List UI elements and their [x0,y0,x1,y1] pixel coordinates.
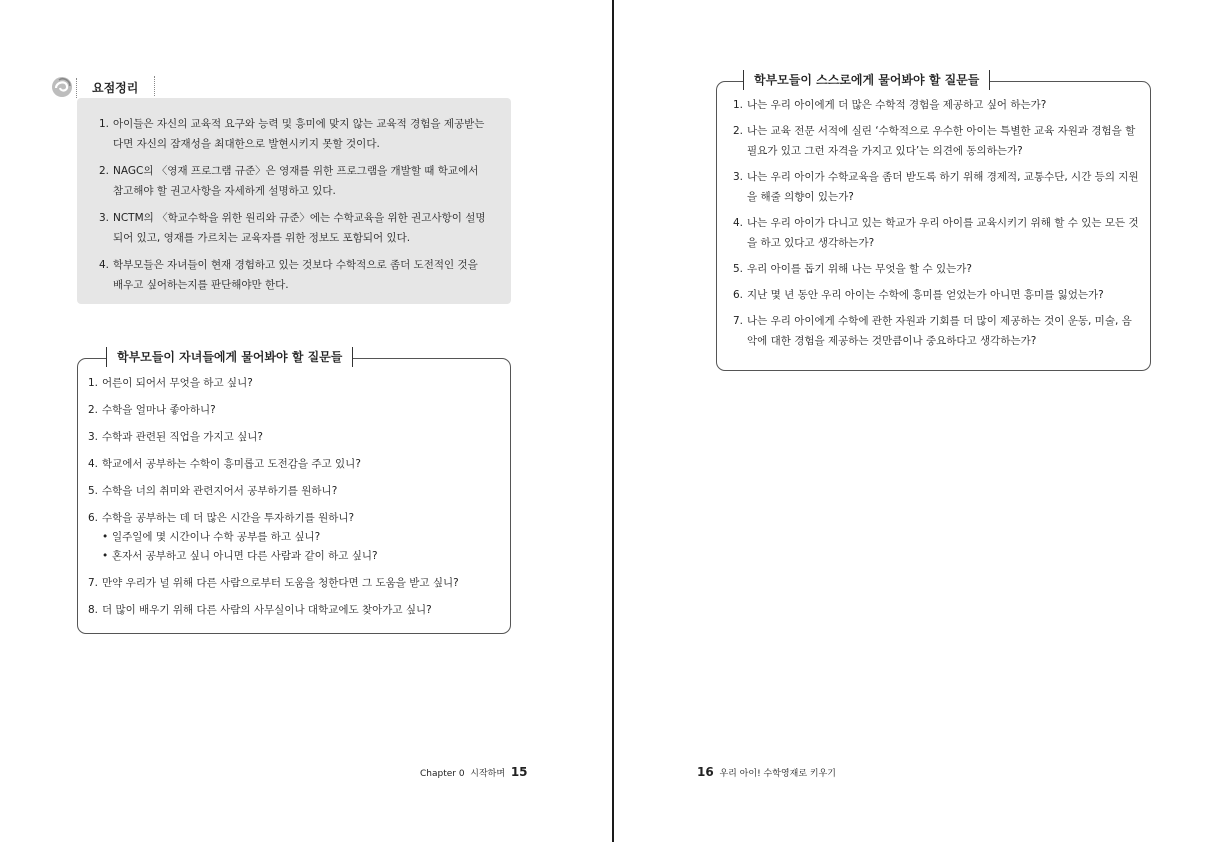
item-text: 아이들은 자신의 교육적 요구와 능력 및 흥미에 맞지 않는 교육적 경험을 제공받는다면 자신의 잠재성을 최대한으로 발현시키지 못할 것이다. [113,118,485,150]
item-text: 나는 교육 전문 서적에 실린 ‘수학적으로 우수한 아이는 특별한 교육 자원과 경험을 할 필요가 있고 그런 자격을 가지고 있다’는 의견에 동의하는가? [747,125,1136,157]
item-number: 6. [733,289,744,301]
item-text: 나는 우리 아이가 다니고 있는 학교가 우리 아이를 교육시키기 위해 할 수 있는 모든 것을 하고 있다고 생각하는가? [747,217,1139,249]
item-text: 수학과 관련된 직업을 가지고 싶니? [102,431,263,443]
item-number: 1. [99,118,110,130]
summary-item [99,114,491,154]
item-number: 7. [88,577,99,589]
book-spine [612,0,614,842]
page-number: 15 [510,765,528,779]
item-number: 1. [88,377,99,389]
question-item [733,285,1140,305]
item-number: 1. [733,99,744,111]
item-text: 학교에서 공부하는 수학이 흥미롭고 도전감을 주고 있니? [102,458,361,470]
footer-left [420,765,528,779]
item-number: 5. [88,485,99,497]
item-text: 나는 우리 아이가 수학교육을 좀더 받도록 하기 위해 경제적, 교통수단, 시간 등의 지원을 해줄 의향이 있는가? [747,171,1139,203]
sub-bullet [102,547,500,566]
item-text: 수학을 너의 취미와 관련지어서 공부하기를 원하니? [102,485,338,497]
item-number: 4. [733,217,744,229]
self-questions-list [717,82,1150,351]
item-number: 5. [733,263,744,275]
item-text: NCTM의 〈학교수학을 위한 원리와 규준〉에는 수학교육을 위한 권고사항이 설명되어 있고, 영재를 가르치는 교육자를 위한 정보도 포함되어 있다. [113,212,486,244]
item-text: NAGC의 〈영재 프로그램 규준〉은 영재를 위한 프로그램을 개발할 때 학교에서 참고해야 할 권고사항을 자세하게 설명하고 있다. [113,165,479,197]
question-item [88,600,500,620]
question-item [88,573,500,593]
footer-book-title: 우리 아이! 수학영재로 키우기 [719,769,836,779]
item-text: 수학을 얼마나 좋아하니? [102,404,216,416]
divider-dotted [154,76,155,96]
child-questions-box [77,350,511,634]
question-item [88,481,500,501]
item-number: 2. [88,404,99,416]
item-main-text: 수학을 공부하는 데 더 많은 시간을 투자하기를 원하니? [102,512,355,524]
item-text: 학부모들은 자녀들이 현재 경험하고 있는 것보다 수학적으로 좀더 도전적인 것을 배우고 싶어하는지를 판단해야만 한다. [113,259,478,291]
summary-list [77,98,511,295]
item-number: 3. [99,212,110,224]
sub-bullet-text: 혼자서 공부하고 싶니 아니면 다른 사람과 같이 하고 싶니? [112,550,378,562]
summary-title: 요점정리 [92,81,139,95]
self-questions-title: 학부모들이 스스로에게 물어봐야 할 질문들 [743,70,990,90]
page-number: 16 [697,765,714,779]
swirl-logo-icon [50,74,76,100]
item-number: 8. [88,604,99,616]
item-text: 나는 우리 아이에게 더 많은 수학적 경험을 제공하고 싶어 하는가? [747,99,1047,111]
item-text: 우리 아이를 돕기 위해 나는 무엇을 할 수 있는가? [747,263,972,275]
item-text: 나는 우리 아이에게 수학에 관한 자원과 기회를 더 많이 제공하는 것이 운동, 미술, 음악에 대한 경험을 제공하는 것만큼이나 중요하다고 생각하는가? [747,315,1132,347]
question-item [88,373,500,393]
item-text: 만약 우리가 널 위해 다른 사람으로부터 도움을 청한다면 그 도움을 받고 싶니? [102,577,459,589]
item-number: 2. [733,125,744,137]
question-item [733,311,1140,351]
question-item [733,121,1140,161]
footer-chapter: Chapter 0 시작하며 [420,769,506,779]
item-text: 더 많이 배우기 위해 다른 사람의 사무실이나 대학교에도 찾아가고 싶니? [102,604,432,616]
summary-item [99,208,491,248]
divider-dotted [76,78,77,98]
child-questions-title: 학부모들이 자녀들에게 물어봐야 할 질문들 [106,347,353,367]
question-item [733,259,1140,279]
item-text [102,508,500,566]
item-text: 어른이 되어서 무엇을 하고 싶니? [102,377,253,389]
question-item [88,400,500,420]
item-number: 3. [88,431,99,443]
self-questions-box [716,73,1151,371]
item-number: 7. [733,315,744,327]
question-item [733,213,1140,253]
item-number: 2. [99,165,110,177]
item-number: 4. [88,458,99,470]
item-number: 4. [99,259,110,271]
question-item [733,95,1140,115]
bullet-dot-icon: • [102,550,109,562]
bullet-dot-icon: • [102,531,109,543]
question-item [88,427,500,447]
sub-bullet-text: 일주일에 몇 시간이나 수학 공부를 하고 싶니? [112,531,321,543]
sub-bullet [102,528,500,547]
item-number: 3. [733,171,744,183]
summary-item [99,161,491,201]
question-item [733,167,1140,207]
summary-item [99,255,491,295]
question-item [88,508,500,566]
child-questions-list [78,359,510,620]
footer-right [697,765,836,779]
summary-box [77,98,511,304]
item-number: 6. [88,512,99,524]
item-text: 지난 몇 년 동안 우리 아이는 수학에 흥미를 얻었는가 아니면 흥미를 잃었는가? [747,289,1104,301]
question-item [88,454,500,474]
